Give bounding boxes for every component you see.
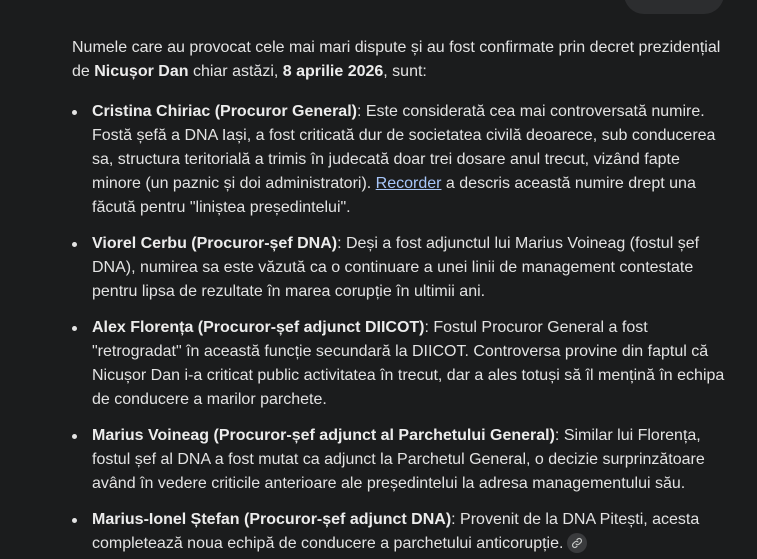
- appointee-name: Cristina Chiriac (Procuror General): [92, 103, 357, 120]
- appointee-description-end: a descris această numire drept una făcută pentru "liniștea președintelui".: [92, 175, 696, 216]
- appointee-name: Alex Florența (Procuror-șef adjunct DIICOT): [92, 319, 425, 336]
- appointee-description: : Este considerată cea mai controversată numire. Fostă șefă a DNA Iași, a fost criticată dur de societatea civilă deoarece, sub conducerea sa, structura teritorială a trimis în judecată doar trei dosare anul trecut, vizând fapte minore (un paznic și doi administratori).: [92, 103, 716, 192]
- recorder-link[interactable]: Recorder: [375, 175, 442, 192]
- list-item: [72, 232, 732, 304]
- president-name: Nicușor Dan: [94, 63, 189, 80]
- list-item: [72, 424, 732, 496]
- intro-text-end: , sunt:: [383, 63, 427, 80]
- appointments-list: [72, 100, 732, 556]
- list-item: [72, 316, 732, 412]
- list-item: [72, 100, 732, 220]
- appointee-description: : Similar lui Florența, fostul șef al DNA a fost mutat ca adjunct la Parchetul General, o decizie surprinzătoare având în vedere criticile anterioare ale președintelui la adresa managementului său.: [92, 427, 705, 492]
- assistant-response: [72, 36, 732, 559]
- decree-date: 8 aprilie 2026: [282, 63, 384, 80]
- intro-paragraph: [72, 36, 732, 84]
- top-action-pill[interactable]: [624, 0, 724, 14]
- appointee-description: : Fostul Procuror General a fost "retrogradat" în această funcție secundară la DIICOT. Controversa provine din faptul că Nicușor Dan i-a criticat public activitatea în trecut, dar a ales totuși să îl mențină în echipa de conducere a marilor parchete.: [92, 319, 725, 408]
- intro-text-start: Numele care au provocat cele mai mari dispute și au fost confirmate prin decret prezidențial de: [72, 39, 721, 80]
- appointee-name: Viorel Cerbu (Procuror-șef DNA): [92, 235, 338, 252]
- appointee-description: : Provenit de la DNA Pitești, acesta completează noua echipă de conducere a parchetului anticorupție.: [92, 511, 700, 552]
- link-icon: [571, 537, 583, 549]
- intro-text-middle: chiar astăzi,: [188, 63, 283, 80]
- appointee-description: : Deși a fost adjunctul lui Marius Voineag (fostul șef DNA), numirea sa este văzută ca o continuare a unei linii de management contestate pentru lipsa de rezultate în marea corupție în ultimii ani.: [92, 235, 700, 300]
- source-link-button[interactable]: [567, 533, 587, 553]
- list-item: [72, 508, 732, 556]
- appointee-name: Marius-Ionel Ștefan (Procuror-șef adjunct DNA): [92, 511, 452, 528]
- appointee-name: Marius Voineag (Procuror-șef adjunct al Parchetului General): [92, 427, 555, 444]
